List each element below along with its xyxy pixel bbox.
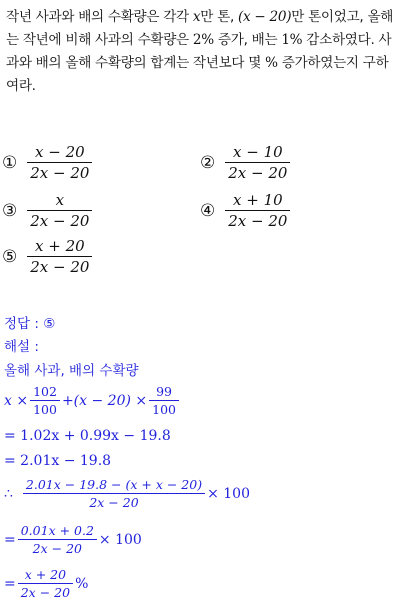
choice-number: ⑤: [2, 246, 18, 267]
expr-part: %: [75, 575, 89, 592]
fraction: [27, 142, 92, 183]
denominator: 2x − 20: [32, 541, 82, 556]
math-pct: 1%: [281, 32, 303, 48]
numerator: x + 20: [35, 237, 85, 255]
numerator: x − 10: [233, 143, 283, 161]
therefore-symbol: ∴: [4, 485, 13, 502]
math-pct: %: [265, 55, 278, 71]
fraction: [149, 383, 179, 418]
expr-part: × 100: [98, 531, 142, 548]
expr-part: x ×: [4, 392, 29, 409]
fraction: [27, 236, 92, 277]
expr-part: × 100: [207, 485, 250, 502]
solution-line-2: = 1.02x + 0.99x − 19.8: [4, 428, 171, 444]
fraction: [225, 190, 290, 231]
problem-text: [6, 6, 396, 98]
problem-part: 만 톤,: [200, 9, 239, 25]
numerator: x: [55, 191, 65, 209]
choice-number: ②: [200, 152, 216, 173]
denominator: 2x − 20: [20, 585, 71, 600]
solution-line-1: [4, 383, 181, 418]
math-paren: (x − 20): [238, 9, 292, 25]
denominator: 2x − 20: [228, 164, 288, 182]
numerator: x + 20: [24, 567, 67, 582]
explanation-label: 해설 :: [4, 339, 39, 355]
solution-line-5: [4, 522, 142, 557]
numerator: 0.01x + 0.2: [20, 523, 94, 538]
math-x: x: [192, 9, 201, 25]
numerator: 102: [33, 384, 57, 399]
choice-1[interactable]: [2, 142, 94, 183]
choice-2[interactable]: [200, 142, 292, 183]
choice-number: ①: [2, 152, 18, 173]
fraction: [23, 476, 205, 511]
denominator: 2x − 20: [30, 164, 90, 182]
answer-label: 정답 : ⑤: [4, 316, 56, 332]
solution-line-4: [4, 476, 250, 511]
fraction: [18, 522, 97, 557]
denominator: 100: [33, 402, 57, 417]
choice-4[interactable]: [200, 190, 292, 231]
fraction: [27, 190, 92, 231]
numerator: x − 20: [35, 143, 85, 161]
equals: =: [4, 575, 16, 592]
denominator: 100: [152, 402, 176, 417]
problem-part: 만 톤이었고, 올해는 작년에 비해 사과의 수확량은: [6, 9, 394, 48]
harvest-label: 올해 사과, 배의 수확량: [4, 363, 139, 379]
denominator: 2x − 20: [30, 258, 90, 276]
choice-3[interactable]: [2, 190, 94, 231]
numerator: 2.01x − 19.8 − (x + x − 20): [25, 477, 203, 492]
denominator: 2x − 20: [89, 495, 139, 510]
problem-part: 증가, 배는: [213, 32, 282, 48]
solution-line-3: = 2.01x − 19.8: [4, 453, 112, 469]
solution-line-6: [4, 566, 88, 601]
fraction: [30, 383, 60, 418]
fraction: [225, 142, 290, 183]
problem-part: 증가하였는지 구하여라.: [6, 55, 389, 94]
problem-part: 감소하였다. 사과와 배의 올해 수확량의 합계는 작년보다 몇: [6, 32, 392, 71]
numerator: x + 10: [233, 191, 283, 209]
denominator: 2x − 20: [30, 212, 90, 230]
numerator: 99: [156, 384, 172, 399]
expr-part: +(x − 20) ×: [61, 392, 148, 409]
choice-number: ③: [2, 200, 18, 221]
math-pct: 2%: [192, 32, 214, 48]
problem-part: 작년 사과와 배의 수확량은 각각: [6, 9, 193, 25]
denominator: 2x − 20: [228, 212, 288, 230]
equals: =: [4, 531, 16, 548]
fraction: [18, 566, 73, 601]
choice-5[interactable]: [2, 236, 94, 277]
choice-number: ④: [200, 200, 216, 221]
